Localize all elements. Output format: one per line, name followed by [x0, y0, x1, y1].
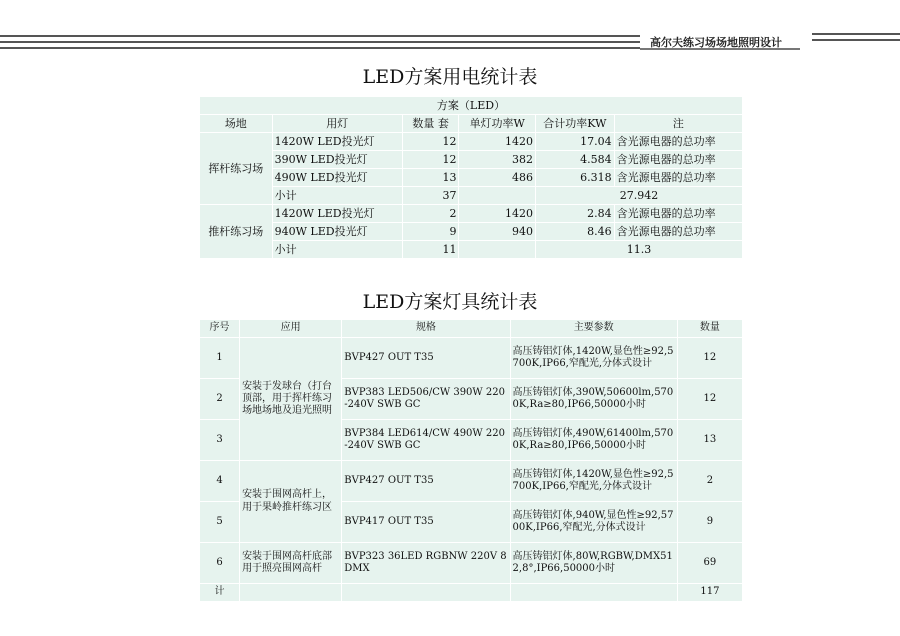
header-rule: [0, 41, 640, 43]
column-header: 序号: [200, 320, 239, 337]
params-cell: 高压铸铝灯体,80W,RGBW,DMX512,8°,IP66,50000小时: [511, 543, 677, 583]
spec-cell: BVP417 OUT T35: [342, 502, 509, 542]
spec-cell: BVP323 36LED RGBNW 220V 8 DMX: [342, 543, 509, 583]
application-cell: 安装于围网高杆底部用于照亮围网高杆: [240, 543, 341, 583]
subtotal-power: 11.3: [536, 241, 742, 258]
lamp-cell: 1420W LED投光灯: [273, 205, 402, 222]
table-row: [200, 151, 742, 168]
column-header: 场地: [200, 115, 272, 132]
site-cell: 挥杆练习场: [200, 133, 272, 204]
note-cell: 含光源电器的总功率: [615, 223, 742, 240]
header-rule: [0, 47, 640, 49]
header-title: 高尔夫练习场场地照明设计: [650, 36, 782, 49]
empty-cell: [459, 241, 535, 258]
header-rule: [812, 33, 900, 35]
params-cell: 高压铸铝灯体,940W,显色性≥92,5700K,IP66,窄配光,分体式设计: [511, 502, 677, 542]
qty-cell: 69: [678, 543, 742, 583]
row-number: 3: [200, 420, 239, 460]
params-cell: 高压铸铝灯体,1420W,显色性≥92,5700K,IP66,窄配光,分体式设计: [511, 338, 677, 378]
row-number: 1: [200, 338, 239, 378]
unit-power-cell: 940: [459, 223, 535, 240]
header-rule: [0, 35, 640, 37]
unit-power-cell: 382: [459, 151, 535, 168]
params-cell: 高压铸铝灯体,490W,61400lm,5700K,Ra≥80,IP66,50000小时: [511, 420, 677, 460]
total-power-cell: 2.84: [536, 205, 614, 222]
fixture-table: [199, 319, 743, 602]
spec-cell: BVP384 LED614/CW 490W 220-240V SWB GC: [342, 420, 509, 460]
column-header: 注: [615, 115, 742, 132]
table-row: [200, 97, 742, 114]
note-cell: 含光源电器的总功率: [615, 205, 742, 222]
qty-cell: 12: [403, 151, 459, 168]
qty-cell: 13: [678, 420, 742, 460]
note-cell: 含光源电器的总功率: [615, 169, 742, 186]
total-qty: 117: [678, 584, 742, 601]
table-header-row: [200, 320, 742, 337]
total-power-cell: 8.46: [536, 223, 614, 240]
table-row: [200, 169, 742, 186]
spec-cell: BVP383 LED506/CW 390W 220-240V SWB GC: [342, 379, 509, 419]
spec-cell: BVP427 OUT T35: [342, 461, 509, 501]
table-row: [200, 205, 742, 222]
subtotal-power: 27.942: [536, 187, 742, 204]
row-number: 4: [200, 461, 239, 501]
subtotal-label: 小计: [273, 241, 402, 258]
unit-power-cell: 486: [459, 169, 535, 186]
column-header: 应用: [240, 320, 341, 337]
page-header: [0, 0, 900, 60]
subtotal-qty: 11: [403, 241, 459, 258]
column-header: 用灯: [273, 115, 402, 132]
site-cell: 推杆练习场: [200, 205, 272, 258]
qty-cell: 12: [678, 338, 742, 378]
lamp-cell: 390W LED投光灯: [273, 151, 402, 168]
subtotal-label: 小计: [273, 187, 402, 204]
table-row: [200, 133, 742, 150]
total-power-cell: 6.318: [536, 169, 614, 186]
qty-cell: 12: [403, 133, 459, 150]
qty-cell: 9: [678, 502, 742, 542]
empty-cell: [342, 584, 509, 601]
unit-power-cell: 1420: [459, 205, 535, 222]
empty-cell: [511, 584, 677, 601]
table-row: [200, 223, 742, 240]
table-row: [200, 461, 742, 501]
lamp-cell: 490W LED投光灯: [273, 169, 402, 186]
subtotal-row: [200, 241, 742, 258]
column-header: 单灯功率W: [459, 115, 535, 132]
column-header: 数量 套: [403, 115, 459, 132]
subtotal-qty: 37: [403, 187, 459, 204]
qty-cell: 9: [403, 223, 459, 240]
qty-cell: 2: [678, 461, 742, 501]
qty-cell: 13: [403, 169, 459, 186]
qty-cell: 12: [678, 379, 742, 419]
application-cell: 安装于发球台（打台顶部，用于挥杆练习场地场地及追光照明: [240, 338, 341, 460]
power-table-title: LED方案用电统计表: [362, 66, 538, 88]
fixture-table-title: LED方案灯具统计表: [362, 291, 538, 313]
table-header-row: [200, 115, 742, 132]
note-cell: 含光源电器的总功率: [615, 151, 742, 168]
lamp-cell: 940W LED投光灯: [273, 223, 402, 240]
power-table: [199, 96, 743, 259]
column-header: 数量: [678, 320, 742, 337]
table-row: [200, 543, 742, 583]
params-cell: 高压铸铝灯体,1420W,显色性≥92,5700K,IP66,窄配光,分体式设计: [511, 461, 677, 501]
note-cell: 含光源电器的总功率: [615, 133, 742, 150]
qty-cell: 2: [403, 205, 459, 222]
total-power-cell: 17.04: [536, 133, 614, 150]
row-number: 5: [200, 502, 239, 542]
unit-power-cell: 1420: [459, 133, 535, 150]
empty-cell: [240, 584, 341, 601]
column-header: 主要参数: [511, 320, 677, 337]
scheme-label: 方案（LED）: [200, 97, 742, 114]
total-label: 计: [200, 584, 239, 601]
application-cell: 安装于围网高杆上，用于果岭推杆练习区: [240, 461, 341, 542]
column-header: 合计功率KW: [536, 115, 614, 132]
subtotal-row: [200, 187, 742, 204]
row-number: 2: [200, 379, 239, 419]
empty-cell: [459, 187, 535, 204]
header-rule: [812, 39, 900, 41]
column-header: 规格: [342, 320, 509, 337]
total-power-cell: 4.584: [536, 151, 614, 168]
total-row: [200, 584, 742, 601]
params-cell: 高压铸铝灯体,390W,50600lm,5700K,Ra≥80,IP66,50000小时: [511, 379, 677, 419]
lamp-cell: 1420W LED投光灯: [273, 133, 402, 150]
spec-cell: BVP427 OUT T35: [342, 338, 509, 378]
table-row: [200, 338, 742, 378]
row-number: 6: [200, 543, 239, 583]
